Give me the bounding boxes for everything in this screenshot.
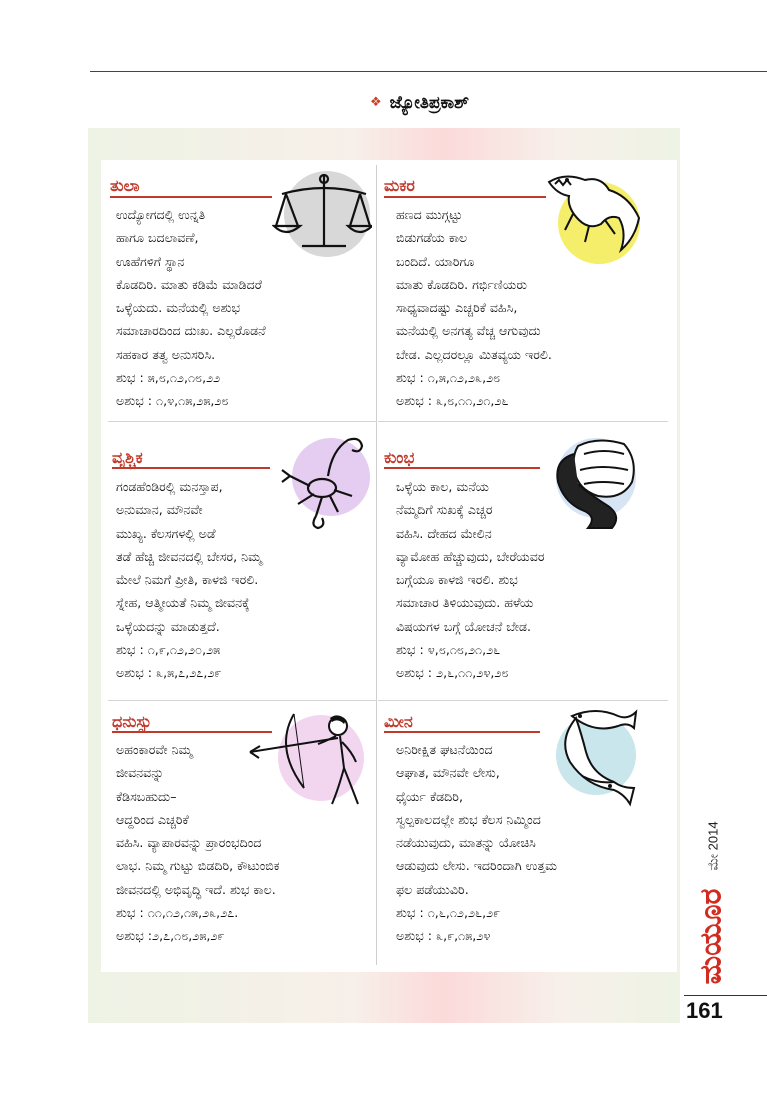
- lucky-numbers: ಶುಭ : ೧,೫,೧೨,೨೩,೨೮: [396, 370, 501, 386]
- row-divider: [108, 700, 376, 701]
- title-underline: [112, 731, 272, 733]
- text-line: ಮೇಲೆ ನಿಮಗೆ ಪ್ರೀತಿ, ಕಾಳಜಿ ಇರಲಿ.: [116, 572, 259, 588]
- text-line: ಅಹಂಕಾರವೇ ನಿಮ್ಮ: [116, 742, 193, 757]
- magazine-logo: ಮಯೂರ: [693, 888, 729, 984]
- text-line: ಉದ್ಯೋಗದಲ್ಲಿ ಉನ್ನತಿ: [116, 207, 206, 222]
- unlucky-numbers: ಅಶುಭ : ೩,೯,೧೫,೨೪: [396, 928, 491, 944]
- sign-title-libra: ತುಲಾ: [110, 176, 140, 195]
- text-line: ವಹಿಸಿ. ವ್ಯಾಪಾರವನ್ನು ಪ್ರಾರಂಭದಿಂದ: [116, 835, 262, 851]
- text-line: ವ್ಯಾಮೋಹ ಹೆಚ್ಚುವುದು, ಬೇರೆಯವರ: [396, 548, 545, 564]
- title-underline: [112, 467, 270, 469]
- unlucky-numbers: ಅಶುಭ :೨,೭,೧೮,೨೫,೨೯: [116, 928, 225, 944]
- column-divider: [376, 165, 377, 965]
- sign-title-capricorn: ಮಕರ: [384, 176, 415, 195]
- text-line: ಕೆಡಿಸಬಹುದು–: [116, 788, 177, 804]
- text-line: ಜೀವನದಲ್ಲಿ ಅಭಿವೃದ್ಧಿ ಇದೆ. ಶುಭ ಕಾಲ.: [116, 881, 276, 897]
- text-line: ಸಮಾಚಾರ ತಿಳಿಯುವುದು. ಹಳೆಯ: [396, 595, 534, 611]
- sign-title-aquarius: ಕುಂಭ: [384, 448, 415, 467]
- text-line: ಲಾಭ. ನಿಮ್ಮ ಗುಟ್ಟು ಬಿಡದಿರಿ, ಕೌಟುಂಬಿಕ: [116, 858, 280, 874]
- section-title: ಜ್ಯೋತಿಪ್ರಕಾಶ್: [389, 93, 469, 113]
- sign-title-sagittarius: ಧನುಸ್ಸು: [112, 712, 152, 731]
- capricorn-crocodile-icon: [545, 168, 645, 258]
- unlucky-numbers: ಅಶುಭ : ೨,೬,೧೧,೨೪,೨೮: [396, 665, 509, 681]
- text-line: ಒಳ್ಳೆಯದು. ಮನೆಯಲ್ಲಿ ಅಶುಭ: [116, 300, 241, 316]
- text-line: ಅನಿರೀಕ್ಷಿತ ಘಟನೆಯಿಂದ: [396, 742, 493, 757]
- text-line: ಒಳ್ಳೆಯದನ್ನು ಮಾಡುತ್ತದೆ.: [116, 618, 220, 634]
- section-header: [370, 93, 469, 113]
- title-underline: [384, 196, 546, 198]
- sign-text-aquarius: [396, 475, 544, 685]
- unlucky-numbers: ಅಶುಭ : ೧,೪,೧೫,೨೫,೨೮: [116, 393, 229, 409]
- text-line: ಮನೆಯಲ್ಲಿ ಅನಗತ್ಯ ವೆಚ್ಚ ಆಗುವುದು: [396, 323, 541, 339]
- lucky-numbers: ಶುಭ : ೧,೯,೧೨,೨೦,೨೫: [116, 642, 221, 658]
- sign-title-pisces: ಮೀನ: [384, 712, 413, 731]
- sign-text-pisces: [396, 738, 557, 948]
- text-line: ನೆಮ್ಮದಿಗೆ ಸುಖಕ್ಕೆ ಎಚ್ಚರ: [396, 502, 493, 518]
- text-line: ಆದ್ದರಿಂದ ಎಚ್ಚರಿಕೆ: [116, 811, 189, 827]
- text-line: ಸ್ನೇಹ, ಆತ್ಮೀಯತೆ ನಿಮ್ಮ ಜೀವನಕ್ಕೆ: [116, 595, 250, 611]
- text-line: ಒಳ್ಳೆಯ ಕಾಲ, ಮನೆಯ: [396, 479, 489, 494]
- title-underline: [110, 196, 272, 198]
- text-line: ಮಾತು ಕೊಡದಿರಿ. ಗರ್ಭಿಣಿಯರು: [396, 276, 527, 292]
- text-line: ಫಲ ಪಡೆಯುವಿರಿ.: [396, 881, 469, 897]
- text-line: ವಹಿಸಿ. ದೇಹದ ಮೇಲಿನ: [396, 525, 492, 541]
- libra-scales-icon: [272, 168, 372, 258]
- text-line: ಹಣದ ಮುಗ್ಗಟ್ಟು: [396, 207, 463, 222]
- text-line: ಆಡುವುದು ಲೇಸು. ಇದರಿಂದಾಗಿ ಉತ್ತಮ: [396, 858, 558, 874]
- text-line: ಬಂದಿದೆ. ಯಾರಿಗೂ: [396, 253, 475, 269]
- unlucky-numbers: ಅಶುಭ : ೩,೫,೭,೨೭,೨೯: [116, 665, 222, 681]
- row-divider: [108, 421, 376, 422]
- footer-rule: [684, 995, 767, 996]
- text-line: ಹಾಗೂ ಬದಲಾವಣೆ,: [116, 230, 199, 246]
- sign-text-scorpio: [116, 475, 262, 685]
- text-line: ಬಗ್ಗೆಯೂ ಕಾಳಜಿ ಇರಲಿ. ಶುಭ: [396, 572, 518, 588]
- text-line: ಸಹಕಾರ ತತ್ವ ಅನುಸರಿಸಿ.: [116, 346, 216, 362]
- sign-text-capricorn: [396, 203, 552, 413]
- diamond-bullet-icon: ❖: [370, 95, 382, 110]
- sign-title-scorpio: ವೃಶ್ಚಿಕ: [112, 448, 143, 467]
- text-line: ಜೀವನವನ್ನು: [116, 765, 164, 781]
- text-line: ಊಹೆಗಳಿಗೆ ಸ್ಥಾನ: [116, 253, 185, 269]
- row-divider: [378, 421, 668, 422]
- text-line: ಸಮಾಚಾರದಿಂದ ದುಃಖ. ಎಲ್ಲರೊಡನೆ: [116, 323, 266, 339]
- lucky-numbers: ಶುಭ : ೪,೮,೧೮,೨೧,೨೬: [396, 642, 501, 658]
- page-number: 161: [686, 998, 723, 1023]
- aquarius-water-pot-icon: [548, 430, 648, 534]
- title-underline: [384, 731, 540, 733]
- pisces-fishes-icon: [552, 700, 642, 810]
- top-rule: [90, 71, 767, 72]
- lucky-numbers: ಶುಭ : ೫,೮,೧೨,೧೮,೨೨: [116, 370, 221, 386]
- text-line: ಆಘಾತ, ಮೌನವೇ ಲೇಸು,: [396, 765, 500, 781]
- issue-date: ಮೇ 2014: [706, 821, 722, 871]
- lucky-numbers: ಶುಭ : ೧,೬,೧೨,೨೬,೨೯: [396, 905, 501, 921]
- text-line: ಬಿಡುಗಡೆಯ ಕಾಲ: [396, 230, 468, 246]
- text-line: ತಡೆ ಹೆಚ್ಚಿ ಜೀವನದಲ್ಲಿ ಬೇಸರ, ನಿಮ್ಮ: [116, 548, 262, 564]
- sign-text-sagittarius: [116, 738, 279, 948]
- text-line: ಸ್ವಲ್ಪಕಾಲದಲ್ಲೇ ಶುಭ ಕೆಲಸ ನಿಮ್ಮಿಂದ: [396, 811, 541, 827]
- title-underline: [384, 467, 540, 469]
- unlucky-numbers: ಅಶುಭ : ೩,೮,೧೧,೨೧,೨೬: [396, 393, 509, 409]
- text-line: ಕೊಡದಿರಿ. ಮಾತು ಕಡಿಮೆ ಮಾಡಿದರೆ: [116, 276, 262, 292]
- lucky-numbers: ಶುಭ : ೧೧,೧೨,೧೫,೨೩,೨೭.: [116, 905, 239, 921]
- text-line: ಅನುಮಾನ, ಮೌನವೇ: [116, 502, 203, 518]
- text-line: ಮುಖ್ಯ. ಕೆಲಸಗಳಲ್ಲಿ ಅಡೆ: [116, 525, 216, 541]
- text-line: ಧೈರ್ಯ ಕೆಡದಿರಿ,: [396, 788, 463, 804]
- text-line: ಬೇಡ. ಎಲ್ಲದರಲ್ಲೂ ಮಿತವ್ಯಯ ಇರಲಿ.: [396, 346, 552, 362]
- text-line: ಸಾಧ್ಯವಾದಷ್ಟು ಎಚ್ಚರಿಕೆ ವಹಿಸಿ,: [396, 300, 518, 316]
- text-line: ವಿಷಯಗಳ ಬಗ್ಗೆ ಯೋಚನೆ ಬೇಡ.: [396, 618, 532, 634]
- text-line: ನಡೆಯುವುದು, ಮಾತನ್ನು ಯೋಚಿಸಿ: [396, 835, 536, 851]
- text-line: ಗಂಡಹೆಂಡಿರಲ್ಲಿ ಮನಸ್ತಾಪ,: [116, 479, 223, 494]
- scorpio-scorpion-icon: [276, 430, 376, 530]
- sign-text-libra: [116, 203, 266, 413]
